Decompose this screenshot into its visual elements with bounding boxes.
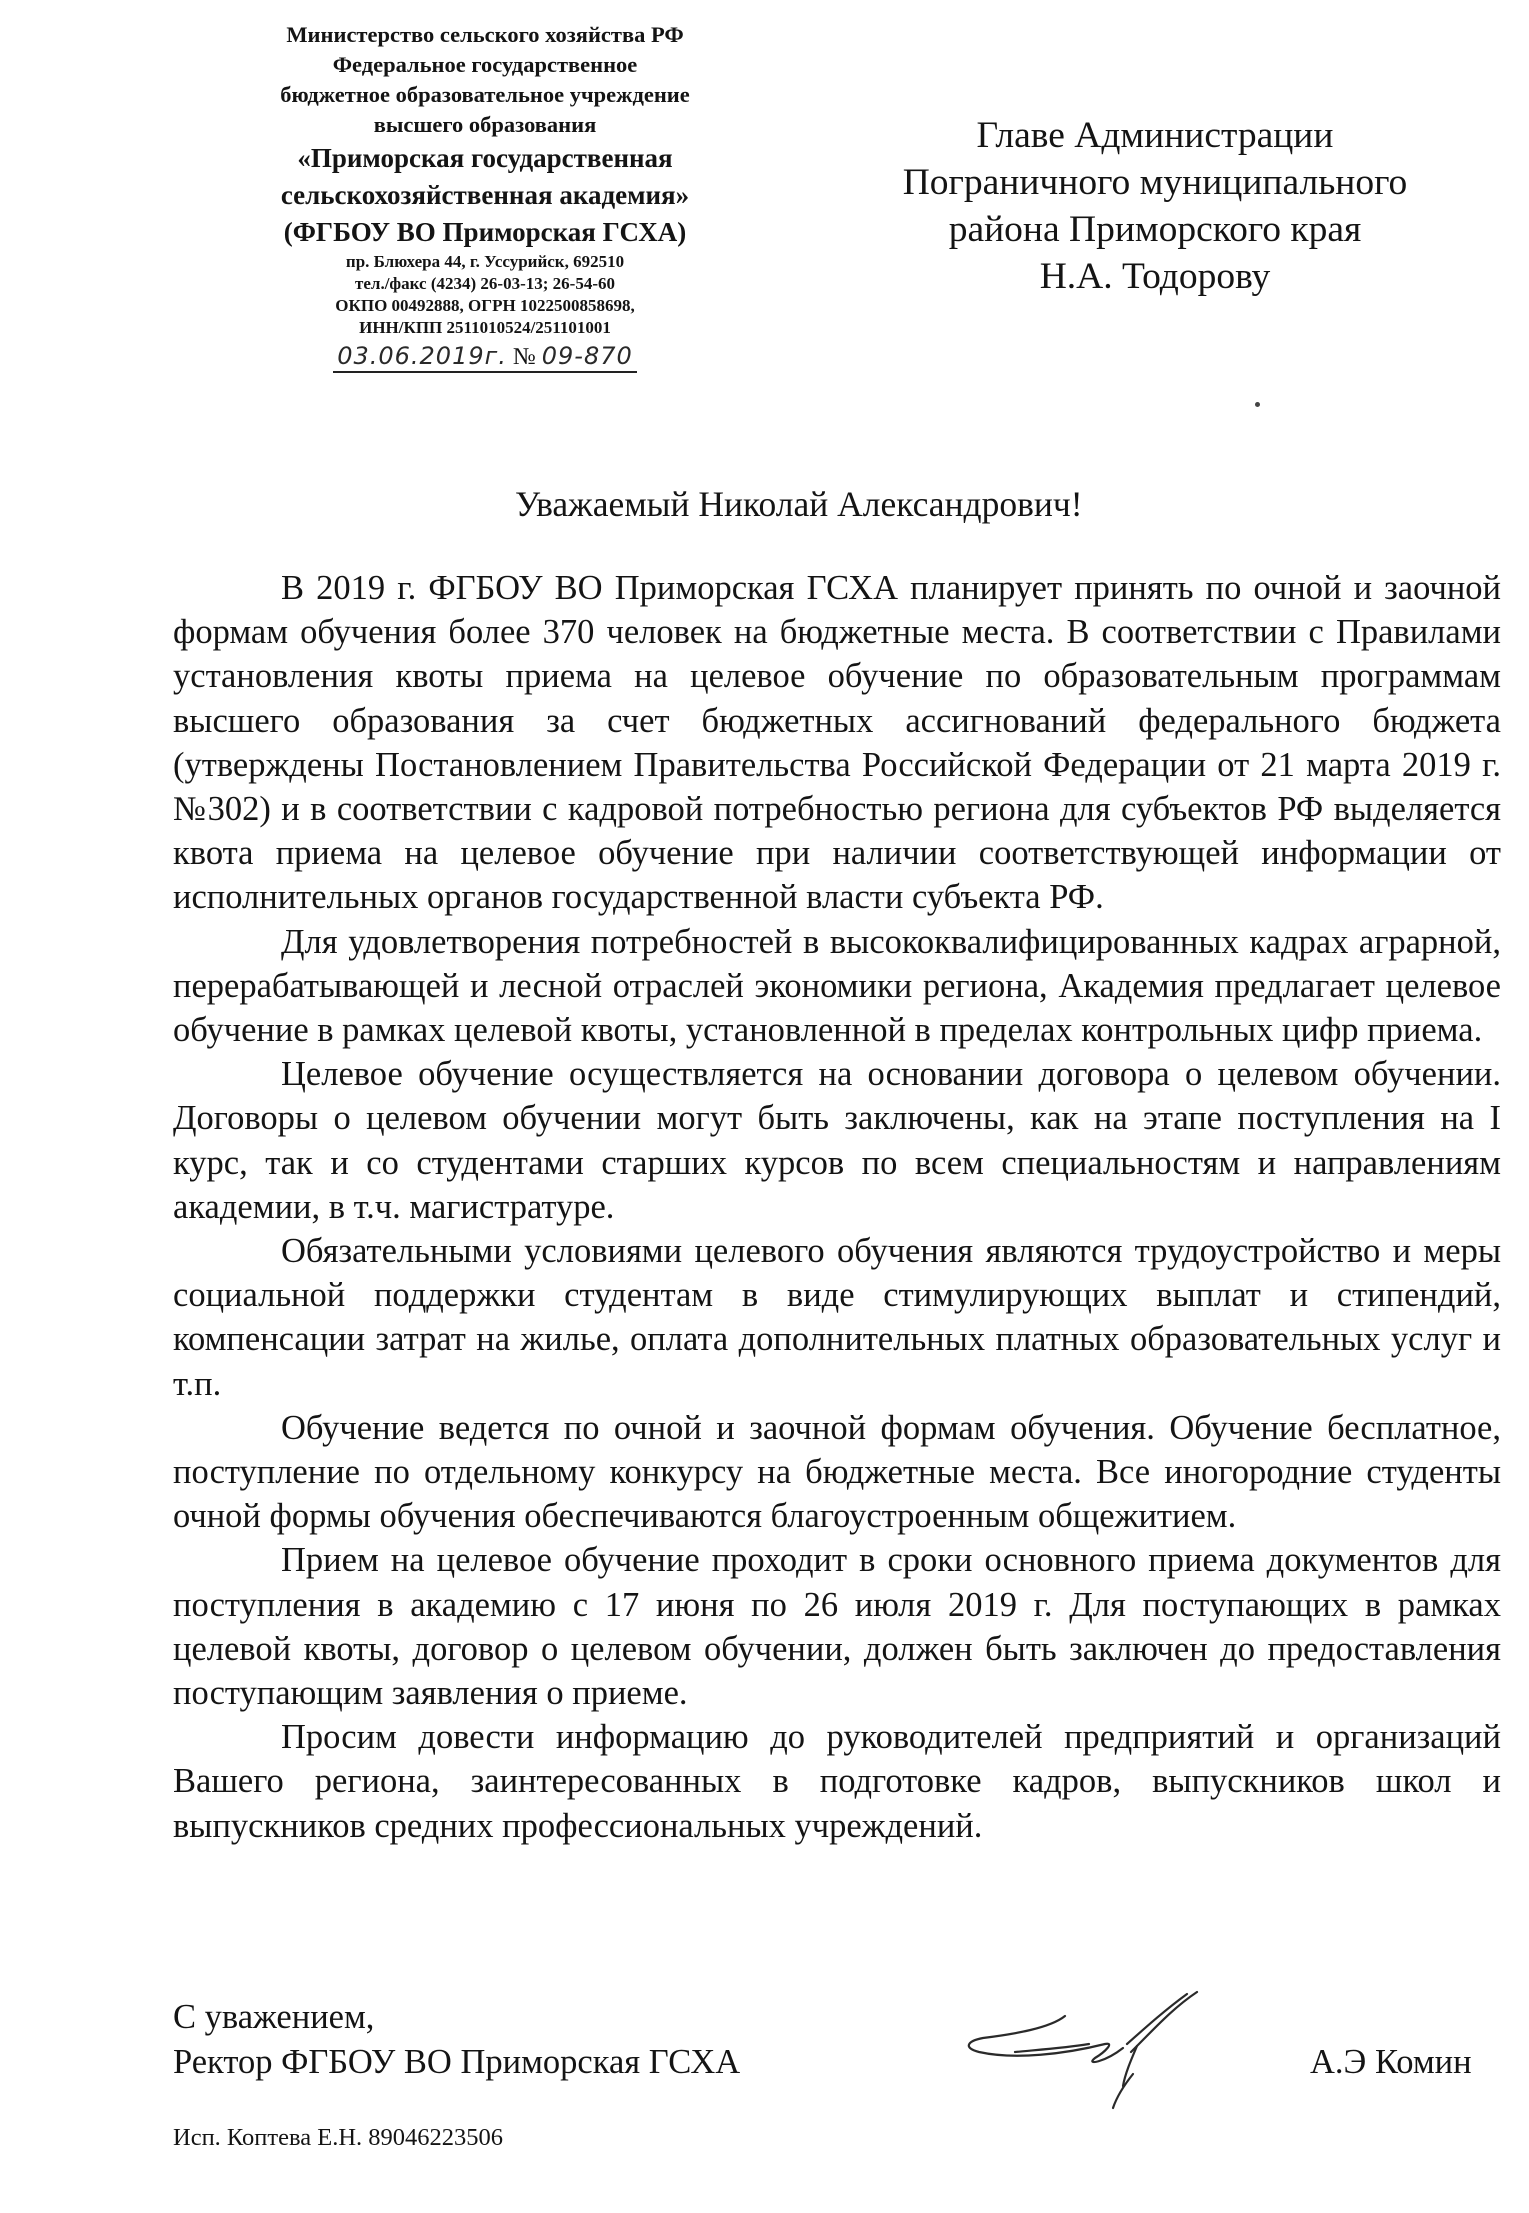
academy-name-line: «Приморская государственная — [297, 143, 673, 173]
academy-name-line: (ФГБОУ ВО Приморская ГСХА) — [283, 217, 687, 247]
signer-name: А.Э Комин — [1310, 2043, 1472, 2081]
body-paragraph: Для удовлетворения потребностей в высококвалифицированных кадрах аграрной, перерабатывающей и лесной отраслей экономики региона, Академия предлагает целевое обучение в рамках целевой квоты, установленной в пределах контрольных цифр приема. — [173, 922, 1501, 1050]
body-paragraph: Целевое обучение осуществляется на основании договора о целевом обучении. Договоры о целевом обучении могут быть заключены, как на этапе поступления на I курс, так и со студентами старших курсов по всем специальностям и направлениям академии, в т.ч. магистратуре. — [173, 1055, 1501, 1226]
body-paragraph: Прием на целевое обучение проходит в сроки основного приема документов для поступления в академию с 17 июня по 26 июля 2019 г. Для поступающих в рамках целевой квоты, договор о целевом обучении, должен быть заключен до предоставления поступающим заявления о приеме. — [173, 1541, 1501, 1713]
closing-regards: С уважением, — [173, 1998, 375, 2036]
body-paragraph: Обучение ведется по очной и заочной формам обучения. Обучение бесплатное, поступление по отдельному конкурсу на бюджетные места. Все иногородние студенты очной формы обучения обеспечиваются благоустроенным общежитием. — [173, 1408, 1501, 1536]
signer-position: Ректор ФГБОУ ВО Приморская ГСХА — [173, 2043, 741, 2081]
academy-detail-line: пр. Блюхера 44, г. Уссурийск, 692510 — [345, 252, 625, 271]
registration-number: 09-870 — [541, 342, 633, 370]
addressee-line: Главе Администрации — [976, 115, 1334, 156]
body-paragraph: Обязательными условиями целевого обучения являются трудоустройство и меры социальной поддержки студентам в виде стимулирующих выплат и стипендий, компенсации затрат на жилье, оплата дополнительных платных образовательных услуг и т.п. — [173, 1232, 1501, 1403]
academy-detail-line: ИНН/КПП 2511010524/251101001 — [359, 318, 611, 337]
letterhead — [215, 20, 755, 373]
greeting: Уважаемый Николай Александрович! — [515, 484, 1083, 524]
academy-detail-line: ОКПО 00492888, ОГРН 1022500858698, — [335, 296, 635, 315]
handwritten-signature — [955, 1988, 1255, 2138]
addressee-line: Н.А. Тодорову — [1039, 256, 1271, 297]
registration-line — [333, 343, 637, 373]
body-paragraph: В 2019 г. ФГБОУ ВО Приморская ГСХА планирует принять по очной и заочной формам обучения более 370 человек на бюджетные места. В соответствии с Правилами установления квоты приема на целевое обучение по образовательным программам высшего образования за счет бюджетных ассигнований федерального бюджета (утверждены Постановлением Правительства Российской Федерации от 21 марта 2019 г. №302) и в соответствии с кадровой потребностью региона для субъектов РФ выделяется квота приема на целевое обучение при наличии соответствующей информации от исполнительных органов государственной власти субъекта РФ. — [173, 569, 1501, 917]
academy-detail-line: тел./факс (4234) 26-03-13; 26-54-60 — [355, 274, 615, 293]
addressee-block — [830, 112, 1480, 300]
ministry-line: высшего образования — [373, 112, 597, 137]
scan-dot — [1255, 402, 1260, 407]
addressee-line: Пограничного муниципального — [902, 162, 1408, 203]
ministry-line: Министерство сельского хозяйства РФ — [286, 22, 684, 47]
body-paragraph: Просим довести информацию до руководителей предприятий и организаций Вашего региона, заинтересованных в подготовке кадров, выпускников школ и выпускников средних профессиональных учреждений. — [173, 1718, 1501, 1845]
closing-block — [173, 1995, 740, 2085]
ministry-line: Федеральное государственное — [332, 52, 638, 77]
addressee-line: района Приморского края — [948, 209, 1362, 250]
registration-number-label: № — [512, 344, 536, 370]
executor-note: Исп. Коптева Е.Н. 89046223506 — [173, 2124, 504, 2151]
registration-date: 03.06.2019г. — [337, 342, 507, 370]
ministry-line: бюджетное образовательное учреждение — [280, 82, 690, 107]
letter-body — [173, 566, 1501, 1848]
academy-name-line: сельскохозяйственная академия» — [280, 180, 690, 210]
